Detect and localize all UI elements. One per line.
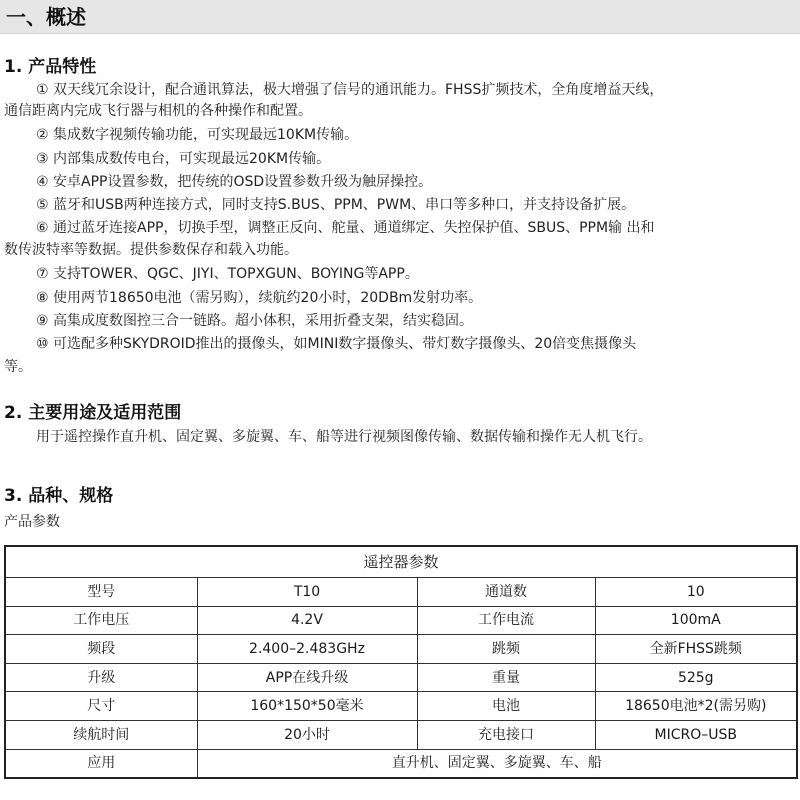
feature-line: ④ 安卓APP设置参数，把传统的OSD设置参数升级为触屏操控。 [36, 174, 433, 190]
feature-line: 数传波特率等数据。提供参数保存和载入功能。 [4, 242, 298, 258]
table-cell: APP在线升级 [197, 663, 417, 692]
chapter-title: 一、概述 [6, 5, 86, 29]
table-cell: 跳频 [417, 635, 595, 664]
table-row [5, 606, 797, 635]
table-cell: 160*150*50毫米 [197, 692, 417, 721]
table-cell: 续航时间 [5, 720, 197, 749]
feature-line: ⑤ 蓝牙和USB两种连接方式，同时支持S.BUS、PPM、PWM、串口等多种口，并支持设备扩展。 [36, 197, 636, 213]
section-title-specs: 3. 品种、规格 [4, 486, 114, 506]
chapter-header-bar [0, 0, 800, 34]
section-title-usage: 2. 主要用途及适用范围 [4, 403, 182, 423]
table-cell: 18650电池*2(需另购) [595, 692, 797, 721]
feature-line: ⑦ 支持TOWER、QGC、JIYI、TOPXGUN、BOYING等APP。 [36, 266, 419, 282]
feature-line: ② 集成数字视频传输功能，可实现最远10KM传输。 [36, 127, 359, 143]
table-caption-row [5, 546, 797, 578]
table-cell: T10 [197, 578, 417, 607]
table-row [5, 663, 797, 692]
table-cell: 频段 [5, 635, 197, 664]
table-cell-application-label: 应用 [5, 749, 197, 778]
feature-line: 等。 [4, 359, 32, 375]
table-cell: MICRO–USB [595, 720, 797, 749]
table-cell: 全新FHSS跳频 [595, 635, 797, 664]
table-row [5, 635, 797, 664]
feature-line: ① 双天线冗余设计，配合通讯算法，极大增强了信号的通讯能力。FHSS扩频技术，全角度增益天线， [36, 82, 664, 98]
table-cell: 重量 [417, 663, 595, 692]
table-cell: 2.400–2.483GHz [197, 635, 417, 664]
table-cell: 525g [595, 663, 797, 692]
feature-line: ⑩ 可选配多种SKYDROID推出的摄像头，如MINI数字摄像头、带灯数字摄像头、20倍变焦摄像头 [36, 336, 637, 352]
section-title-features: 1. 产品特性 [4, 57, 97, 77]
feature-line: 通信距离内完成飞行器与相机的各种操作和配置。 [4, 103, 312, 119]
feature-line: ③ 内部集成数传电台，可实现最远20KM传输。 [36, 151, 331, 167]
table-row [5, 578, 797, 607]
table-cell: 型号 [5, 578, 197, 607]
table-cell: 充电接口 [417, 720, 595, 749]
table-caption: 遥控器参数 [5, 546, 797, 578]
table-row [5, 692, 797, 721]
params-label: 产品参数 [4, 514, 60, 530]
table-cell-application-value: 直升机、固定翼、多旋翼、车、船 [197, 749, 797, 778]
feature-line: ⑧ 使用两节18650电池（需另购），续航约20小时，20DBm发射功率。 [36, 290, 483, 306]
table-cell: 电池 [417, 692, 595, 721]
table-cell: 4.2V [197, 606, 417, 635]
table-cell: 工作电流 [417, 606, 595, 635]
table-row [5, 720, 797, 749]
usage-line: 用于遥控操作直升机、固定翼、多旋翼、车、船等进行视频图像传输、数据传输和操作无人机飞行。 [36, 429, 652, 445]
table-cell: 通道数 [417, 578, 595, 607]
table-cell: 升级 [5, 663, 197, 692]
table-cell: 100mA [595, 606, 797, 635]
table-cell: 20小时 [197, 720, 417, 749]
table-row-application [5, 749, 797, 778]
spec-table [4, 545, 798, 779]
table-cell: 10 [595, 578, 797, 607]
table-cell: 尺寸 [5, 692, 197, 721]
feature-line: ⑨ 高集成度数图控三合一链路。超小体积，采用折叠支架，结实稳固。 [36, 313, 473, 329]
feature-line: ⑥ 通过蓝牙连接APP，切换手型，调整正反向、舵量、通道绑定、失控保护值、SBUS、PPM输 出和 [36, 220, 655, 236]
table-cell: 工作电压 [5, 606, 197, 635]
